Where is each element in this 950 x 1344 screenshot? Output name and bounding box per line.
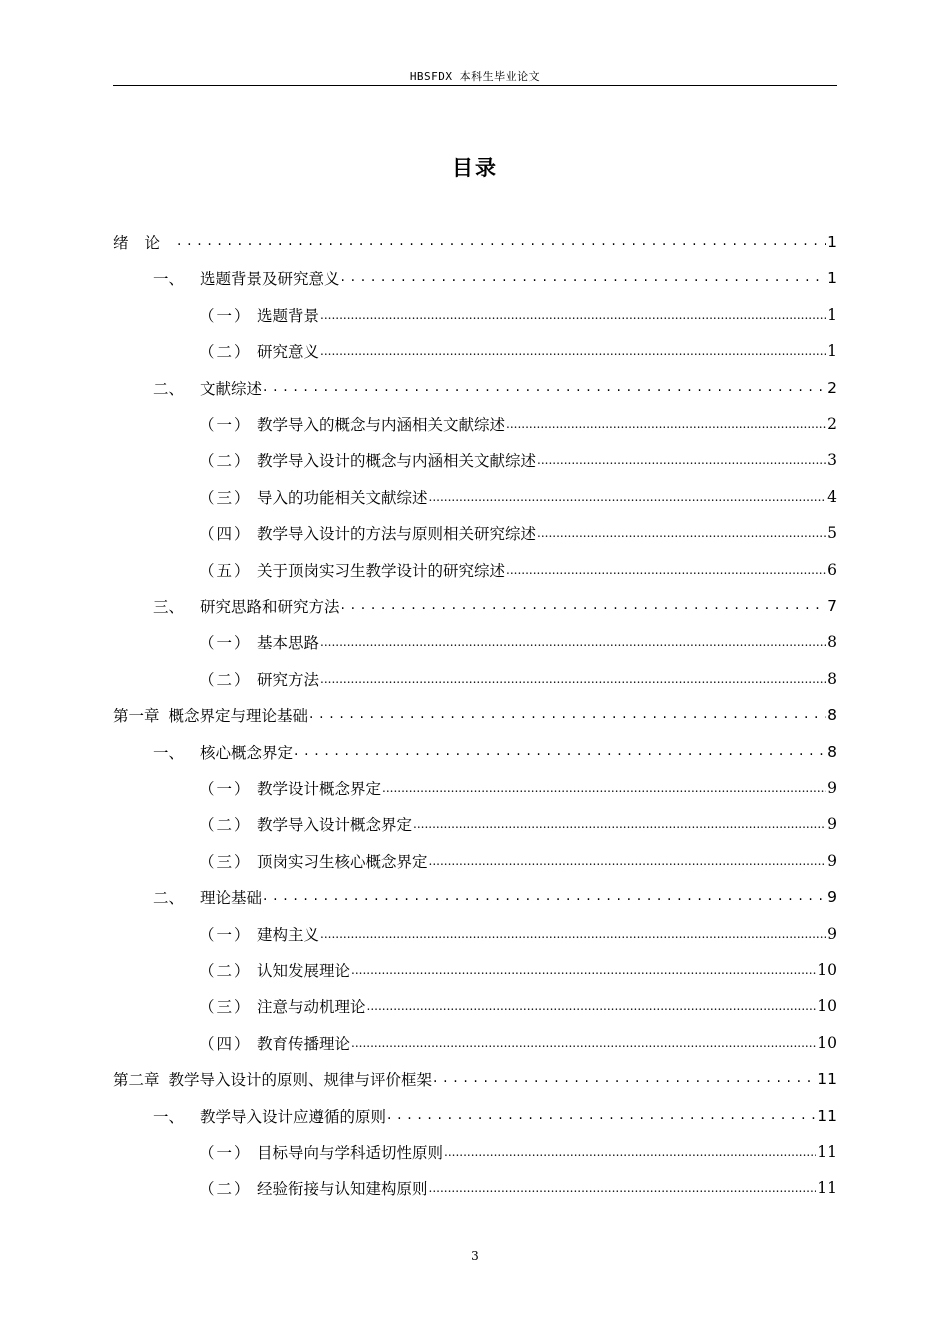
toc-leader-dots — [413, 814, 826, 834]
toc-entry[interactable] — [199, 916, 837, 952]
toc-entry-page: 10 — [817, 961, 837, 979]
toc-entry-label: 关于顶岗实习生教学设计的研究综述 — [257, 561, 506, 580]
toc-leader-dots — [506, 560, 826, 580]
toc-entry-label: 注意与动机理论 — [257, 998, 366, 1017]
toc-leader-dots — [320, 669, 826, 689]
toc-leader-dots — [309, 705, 826, 725]
toc-leader-dots — [341, 596, 827, 616]
toc-entry-page: 4 — [827, 487, 837, 506]
toc-entry-page: 1 — [827, 269, 837, 288]
toc-entry[interactable] — [113, 697, 837, 733]
toc-entry[interactable] — [153, 879, 837, 915]
toc-entry[interactable] — [199, 843, 837, 879]
toc-entry-number: （三） — [199, 852, 252, 871]
toc-entry[interactable] — [199, 806, 837, 842]
toc-leader-dots — [537, 523, 826, 543]
toc-leader-dots — [444, 1142, 816, 1162]
toc-entry-page: 8 — [827, 633, 837, 652]
toc-entry-label: 教学导入设计概念界定 — [257, 816, 413, 835]
toc-entry-page: 6 — [827, 560, 837, 579]
toc-entry-page: 9 — [827, 924, 837, 943]
toc-entry[interactable] — [199, 624, 837, 660]
toc-entry-number: 绪论 — [113, 234, 177, 252]
toc-entry[interactable] — [199, 661, 837, 697]
toc-entry[interactable] — [153, 588, 837, 624]
toc-entry-page: 8 — [827, 706, 837, 725]
header-rule — [113, 85, 837, 86]
toc-entry-label: 选题背景 — [257, 306, 320, 325]
toc-leader-dots — [429, 851, 827, 871]
toc-entry-label: 目标导向与学科适切性原则 — [257, 1144, 444, 1162]
toc-entry-number: 二、 — [153, 889, 185, 908]
toc-entry[interactable] — [199, 406, 837, 442]
toc-entry-page: 9 — [827, 779, 837, 797]
toc-entry-label: 认知发展理论 — [257, 962, 351, 980]
toc-entry-number: 第一章 — [113, 707, 160, 726]
toc-entry-page: 8 — [827, 742, 837, 761]
toc-entry[interactable] — [153, 370, 837, 406]
toc-entry-page: 11 — [817, 1143, 837, 1161]
toc-entry-number: （二） — [199, 962, 252, 980]
toc-entry-label: 导入的功能相关文献综述 — [257, 488, 428, 507]
toc-entry-label: 顶岗实习生核心概念界定 — [257, 852, 428, 871]
toc-entry[interactable] — [199, 1134, 837, 1170]
toc-entry[interactable] — [113, 1061, 837, 1097]
toc-entry-page: 10 — [817, 997, 837, 1016]
toc-entry[interactable] — [199, 770, 837, 806]
toc-entry-page: 9 — [827, 815, 837, 834]
toc-entry-number: （一） — [199, 416, 252, 434]
toc-entry-label: 教学导入设计的方法与原则相关研究综述 — [257, 525, 537, 544]
toc-leader-dots — [177, 232, 826, 252]
toc-entry-number: （四） — [199, 1034, 252, 1053]
toc-entry-page: 1 — [827, 305, 837, 324]
toc-entry-number: （三） — [199, 998, 252, 1017]
toc-entry-page: 2 — [827, 378, 837, 397]
toc-entry-number: 第二章 — [113, 1071, 160, 1090]
toc-entry-label: 教学设计概念界定 — [257, 780, 382, 798]
toc-leader-dots — [320, 632, 826, 652]
toc-entry-page: 9 — [827, 888, 837, 907]
toc-entry-label: 建构主义 — [257, 925, 320, 944]
toc-entry-number: 一、 — [153, 270, 185, 289]
toc-entry-page: 10 — [817, 1033, 837, 1052]
toc-entry[interactable] — [199, 988, 837, 1024]
toc-entry-number: 一、 — [153, 743, 185, 762]
toc-entry-label: 教育传播理论 — [257, 1034, 351, 1053]
toc-leader-dots — [320, 305, 826, 325]
running-header: HBSFDX 本科生毕业论文 — [409, 70, 541, 83]
toc-entry-label: 经验衔接与认知建构原则 — [257, 1180, 428, 1199]
toc-title: 目录 — [452, 156, 498, 180]
toc-entry[interactable] — [153, 260, 837, 296]
toc-entry-number: （一） — [199, 925, 252, 944]
toc-entry[interactable] — [199, 1170, 837, 1206]
toc-leader-dots — [351, 1033, 816, 1053]
toc-entry-number: 二、 — [153, 379, 185, 398]
toc-leader-dots — [537, 450, 826, 470]
toc-entry-number: （二） — [199, 1180, 252, 1199]
toc-entry[interactable] — [199, 442, 837, 478]
toc-leader-dots — [320, 341, 826, 361]
toc-leader-dots — [387, 1106, 816, 1126]
toc-leader-dots — [263, 887, 826, 907]
toc-leader-dots — [433, 1069, 816, 1089]
toc-leader-dots — [367, 996, 817, 1016]
toc-entry-page: 11 — [817, 1070, 837, 1089]
toc-leader-dots — [320, 924, 826, 944]
toc-entry-number: （二） — [199, 816, 252, 835]
toc-entry-label: 理论基础 — [200, 889, 263, 908]
toc-entry[interactable] — [199, 515, 837, 551]
toc-entry[interactable] — [199, 333, 837, 369]
toc-leader-dots — [429, 487, 827, 507]
toc-entry-label: 教学导入设计应遵循的原则 — [200, 1107, 387, 1126]
toc-entry-page: 3 — [827, 451, 837, 470]
toc-entry-label: 研究意义 — [257, 343, 320, 362]
toc-entry-number: （一） — [199, 780, 252, 798]
toc-entry-number: （一） — [199, 306, 252, 325]
toc-entry-label: 基本思路 — [257, 634, 320, 653]
toc-entry[interactable] — [113, 224, 837, 260]
toc-entry-label: 核心概念界定 — [200, 743, 294, 762]
toc-entry-page: 11 — [817, 1106, 837, 1125]
toc-entry[interactable] — [199, 552, 837, 588]
toc-entry-page: 2 — [827, 415, 837, 433]
toc-leader-dots — [294, 742, 826, 762]
toc-entry-number: （五） — [199, 561, 252, 580]
toc-entry-number: （二） — [199, 670, 252, 689]
toc-entry[interactable] — [199, 1025, 837, 1061]
toc-entry-number: （一） — [199, 634, 252, 653]
toc-entry-label: 研究方法 — [257, 670, 320, 689]
toc-entry-label: 教学导入设计的原则、规律与评价框架 — [168, 1071, 433, 1090]
toc-entry-page: 1 — [827, 342, 837, 361]
toc-entry[interactable] — [199, 952, 837, 988]
toc-entry[interactable] — [199, 479, 837, 515]
toc-entry-number: 三、 — [153, 598, 185, 616]
toc-entry-number: （二） — [199, 452, 252, 471]
toc-entry-number: （一） — [199, 1144, 252, 1162]
toc-entry[interactable] — [153, 1098, 837, 1134]
toc-entry-number: （二） — [199, 343, 252, 362]
toc-entry-label: 教学导入的概念与内涵相关文献综述 — [257, 416, 506, 434]
toc-leader-dots — [429, 1178, 817, 1198]
toc-entry-number: 一、 — [153, 1107, 185, 1126]
toc-leader-dots — [263, 378, 826, 398]
toc-leader-dots — [341, 268, 827, 288]
toc-entry[interactable] — [199, 297, 837, 333]
page-number: 3 — [471, 1249, 479, 1263]
toc-entry-label: 概念界定与理论基础 — [168, 707, 309, 726]
toc-leader-dots — [351, 960, 816, 980]
toc-entry-label: 选题背景及研究意义 — [200, 270, 340, 289]
toc-entry-page: 5 — [827, 524, 837, 543]
toc-entry-page: 11 — [817, 1179, 837, 1198]
toc-leader-dots — [506, 414, 826, 434]
toc-entry-page: 7 — [827, 597, 837, 615]
toc-leader-dots — [382, 778, 826, 798]
toc-entry-label: 文献综述 — [200, 379, 263, 398]
toc-entry-page: 8 — [827, 669, 837, 688]
toc-entry-number: （四） — [199, 525, 252, 544]
toc-entry[interactable] — [153, 734, 837, 770]
toc-entry-label: 教学导入设计的概念与内涵相关文献综述 — [257, 452, 537, 471]
toc-entry-page: 9 — [827, 851, 837, 870]
toc-entry-number: （三） — [199, 488, 252, 507]
toc-entry-page: 1 — [827, 233, 837, 251]
toc-entry-label: 研究思路和研究方法 — [200, 598, 340, 616]
